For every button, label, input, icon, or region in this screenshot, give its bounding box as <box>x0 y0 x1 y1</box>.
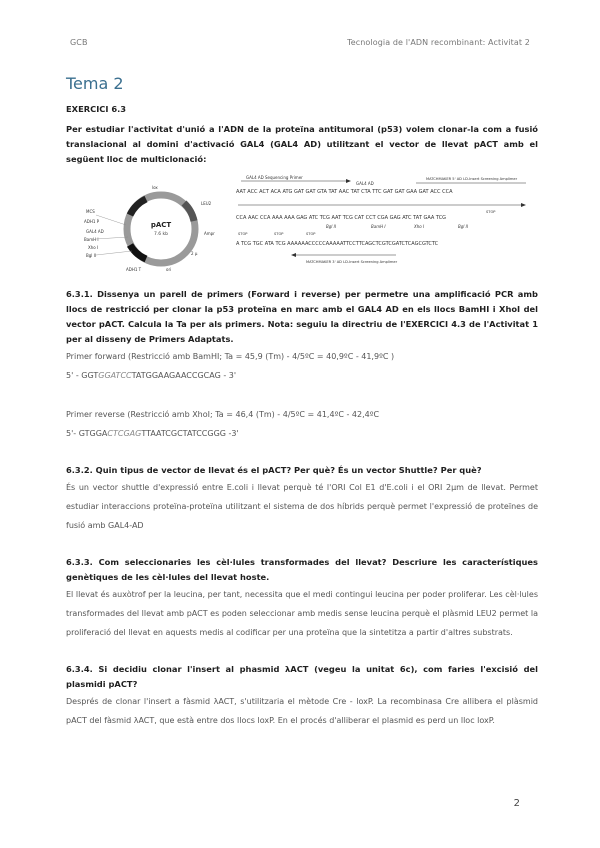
matchmaker-top-label: MATCHMAKER 5' AD LD-Insert Screening Amplimer <box>426 177 518 181</box>
answer-6-3-3: El llevat és auxòtrof per la leucina, per tant, necessita que el medi contingui leucina per poder proliferar. Les cèl·lules transformades del llevat amb pACT es poden seleccionar amb medis sense leucina perquè el plàsmid LEU2 permet la proliferació del llevat en aquests medis al codificar per una proteïna que la sintetitza a partir d'altres substrats. <box>66 590 538 637</box>
primer-top-label: GAL4 AD Sequencing Primer <box>246 175 303 180</box>
document-body <box>66 104 538 730</box>
site-label: Bgl II <box>458 224 469 229</box>
plasmid-label: lox <box>152 185 158 190</box>
plasmid-label: 2 μ <box>191 251 198 256</box>
stop-label: STOP <box>238 232 248 236</box>
stop-label: STOP <box>306 232 316 236</box>
question-6-3-3: 6.3.3. Com seleccionaries les cèl·lules transformades del llevat? Descriure les característiques genètiques de les cèl·lules del llevat hoste. <box>66 557 538 582</box>
gal4ad-label: GAL4 AD <box>356 181 374 186</box>
fw-site: GGATCC <box>98 371 132 380</box>
header-left: GCB <box>70 38 88 47</box>
fw-rest: TATGGAAGAACCGCAG - 3' <box>131 371 237 380</box>
page-title: Tema 2 <box>66 74 124 93</box>
plasmid-label: LEU2 <box>201 201 212 206</box>
primer-reverse-label: Primer reverse (Restricció amb XhoI; Ta = 46,4 (Tm) - 4/5ºC = 41,4ºC - 42,4ºC <box>66 410 380 419</box>
rv-rest: TTAATCGCTATCCGGG -3' <box>141 429 239 438</box>
page-number: 2 <box>513 798 520 809</box>
leader-line <box>96 237 128 239</box>
question-6-3-1: 6.3.1. Dissenya un parell de primers (Forward i reverse) per permetre una amplificació PCR amb llocs de restricció per clonar la p53 proteïna en marc amb el GAL4 AD en els llocs BamHI i XhoI del vector pACT. Calcula la Ta per als primers. Nota: seguiu la directriu de l'EXERCICI 4.3 de l'Activitat 1 per al disseny de Primers Adaptats. <box>66 289 538 344</box>
answer-6-3-4: Després de clonar l'insert a fàsmid λACT, s'utilitzaria el mètode Cre - loxP. La recombinasa Cre allibera el plàsmid pACT del fàsmid λACT, que està entre dos llocs loxP. En el procés d'alliberar el plasmid es perd un lloc loxP. <box>66 697 538 725</box>
plasmid-label: ori <box>166 267 172 272</box>
plasmid-name: pACT <box>150 221 172 229</box>
primer-forward-label: Primer forward (Restricció amb BamHI; Ta = 45,9 (Tm) - 4/5ºC = 40,9ºC - 41,9ºC ) <box>66 352 395 361</box>
plasmid-segment-black <box>130 245 146 259</box>
plasmid-segment-dark <box>130 199 146 215</box>
rv-site: CTCGAG <box>107 429 142 438</box>
primer-reverse-sequence <box>66 424 538 443</box>
multicloning-site-figure <box>66 175 538 275</box>
sequence-line-1: AAT ACC ACT ACA ATG GAT GAT GTA TAT AAC TAT CTA TTC GAT GAT GAA GAT ACC CCA <box>236 189 453 195</box>
sequence-line-3: A TCG TGC ATA TCG AAAAAACCCCCAAAAATTCCTTCAGCTCGTCGATCTCAGCGTCTC <box>236 241 439 247</box>
stop-label: STOP <box>486 210 496 214</box>
matchmaker-bottom-label: MATCHMAKER 3' AD LD-Insert Screening Amplimer <box>306 260 398 264</box>
figure-svg <box>66 175 538 275</box>
sequence-panel <box>236 175 526 264</box>
leader-line <box>96 251 132 255</box>
rv-prefix: 5'- GTGGA <box>66 429 108 438</box>
question-6-3-2: 6.3.2. Quin tipus de vector de llevat és el pACT? Per què? És un vector Shuttle? Per què? <box>66 465 482 475</box>
plasmid-size: 7.6 kb <box>153 232 169 237</box>
site-label: Bgl II <box>326 224 337 229</box>
stop-label: STOP <box>274 232 284 236</box>
plasmid-label: ADH1 P <box>84 219 100 224</box>
primer-forward-sequence <box>66 366 538 385</box>
sequence-line-2: CCA AAC CCA AAA AAA GAG ATC TCG AAT TCG CAT CCT CGA GAG ATC TAT GAA TCG <box>236 215 447 221</box>
site-label: BamH I <box>371 224 386 229</box>
plasmid-segment-mid <box>184 203 194 221</box>
plasmid-label: BamH I <box>84 237 99 242</box>
leader-line <box>96 215 126 225</box>
site-label: Xho I <box>414 224 425 229</box>
exercise-intro: Per estudiar l'activitat d'unió a l'ADN de la proteïna antitumoral (p53) volem clonar-la com a fusió translacional al domini d'activació GAL4 (GAL4 AD) utilitzant el vector de llevat pACT amb el següent lloc de multiclonació: <box>66 124 538 164</box>
plasmid-label: GAL4 AD <box>86 229 104 234</box>
arrow-head <box>346 179 351 183</box>
answer-6-3-2: És un vector shuttle d'expressió entre E.coli i llevat perquè té l'ORI Col E1 d'E.coli i el ORI 2μm de llevat. Permet estudiar interaccions proteïna-proteïna utilitzant el sistema de dos híbrids perquè permet l'expressió de proteïnes de fusió amb GAL4-AD <box>66 483 538 530</box>
plasmid-label: MCS <box>86 209 95 214</box>
plasmid-label: Bgl II <box>86 253 97 258</box>
arrow-head <box>291 253 296 257</box>
fw-prefix: 5' - GGT <box>66 371 99 380</box>
plasmid-map <box>84 185 215 272</box>
exercise-heading: EXERCICI 6.3 <box>66 104 127 114</box>
arrow-head <box>521 203 526 207</box>
plasmid-label: Xho I <box>88 245 99 250</box>
plasmid-label: ADH1 T <box>126 267 142 272</box>
header-right: Tecnologia de l'ADN recombinant: Activitat 2 <box>347 38 530 47</box>
plasmid-label: Ampr <box>204 231 215 236</box>
question-6-3-4: 6.3.4. Si decidiu clonar l'insert al phasmid λACT (vegeu la unitat 6c), com faries l'excisió del plasmidi pACT? <box>66 664 538 689</box>
